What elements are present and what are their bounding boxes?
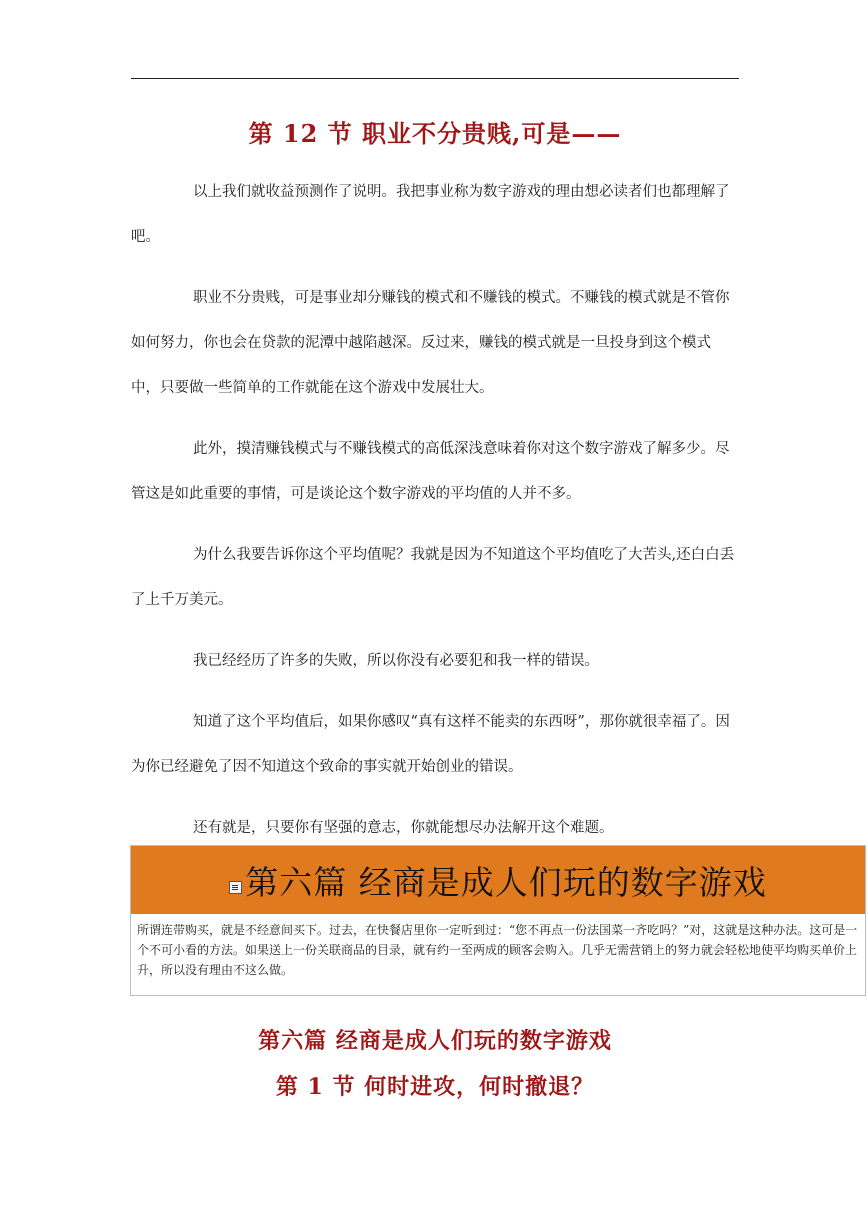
section-body <box>131 170 739 851</box>
paragraph: 还有就是，只要你有坚强的意志，你就能想尽办法解开这个难题。 <box>193 820 614 836</box>
banner-title: 第六篇 经商是成人们玩的数字游戏 <box>245 862 767 902</box>
part-title: 第六篇 经商是成人们玩的数字游戏 <box>258 1028 612 1054</box>
document-icon <box>229 881 242 894</box>
paragraph: 职业不分贵贱，可是事业却分赚钱的模式和不赚钱的模式。不赚钱的模式就是不管你如何努力，你也会在贷款的泥潭中越陷越深。反过来，赚钱的模式就是一旦投身到这个模式中，只要做一些简单的工作就能在这个游戏中发展壮大。 <box>131 290 730 396</box>
paragraph: 为什么我要告诉你这个平均值呢？我就是因为不知道这个平均值吃了大苦头,还白白丢了上千万美元。 <box>131 547 735 608</box>
part-banner <box>130 845 866 996</box>
paragraph: 此外，摸清赚钱模式与不赚钱模式的高低深浅意味着你对这个数字游戏了解多少。尽管这是如此重要的事情，可是谈论这个数字游戏的平均值的人并不多。 <box>131 441 730 502</box>
banner-description: 所谓连带购买，就是不经意间买下。过去，在快餐店里你一定听到过：“您不再点一份法国菜一齐吃吗？”对，这就是这种办法。这可是一个不可小看的方法。如果送上一份关联商品的目录，就有约一至两成的顾客会购入。几乎无需营销上的努力就会轻松地使平均购买单价上升，所以没有理由不这么做。 <box>137 923 858 977</box>
next-section-title: 第 1 节 何时进攻，何时撤退？ <box>275 1074 595 1100</box>
section-title: 第 12 节 职业不分贵贱,可是—— <box>248 119 622 148</box>
paragraph: 以上我们就收益预测作了说明。我把事业称为数字游戏的理由想必读者们也都理解了吧。 <box>131 184 730 245</box>
paragraph: 知道了这个平均值后，如果你感叹“真有这样不能卖的东西呀”，那你就很幸福了。因为你已经避免了因不知道这个致命的事实就开始创业的错误。 <box>131 714 730 775</box>
paragraph: 我已经经历了许多的失败，所以你没有必要犯和我一样的错误。 <box>193 653 599 669</box>
banner-header <box>131 846 865 914</box>
header-rule <box>131 78 739 79</box>
